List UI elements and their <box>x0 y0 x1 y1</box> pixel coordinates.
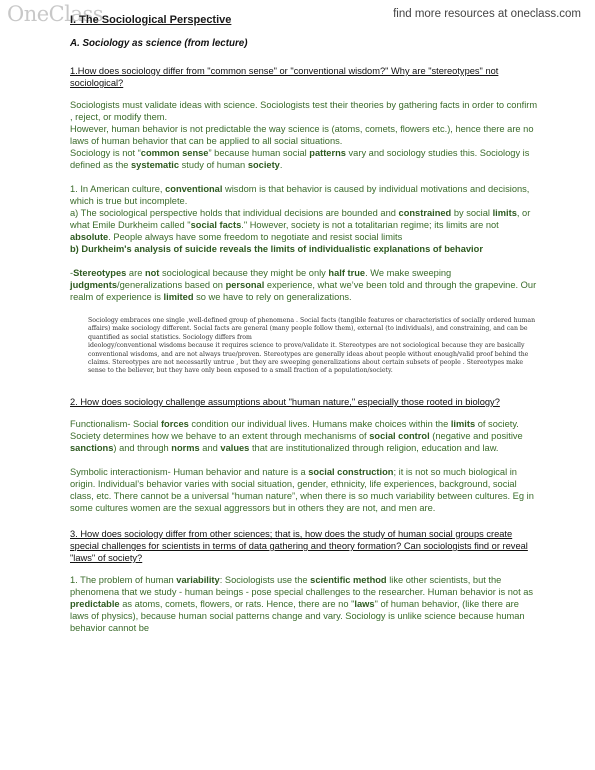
durkheim-heading: b) Durkheim's analysis of suicide reveals the limits of individualistic explanations of behavior <box>70 244 483 254</box>
variability-paragraph: 1. The problem of human variability: Sociologists use the scientific method like other scientists, but the phenomena that we study - human beings - pose special challenges to the researcher. Human behavior is not as predictable as atoms, comets, flowers, or rats. Hence, there are no "laws" of human behavior, (like there are laws of physics), because human social patterns change and vary. Sociology is unlike science because human behavior cannot be <box>70 574 534 633</box>
answer-1-paragraph <box>70 99 540 171</box>
oneclass-logo: OneClass <box>7 2 104 26</box>
conventional-wisdom-paragraph: 1. In American culture, conventional wisdom is that behavior is caused by individual motivations and decisions, which is true but incomplete. a) The sociological perspective holds that individual decisions are bounded and constrained by social limits, or what Emile Durkheim called "social facts." However, society is not a totalitarian regime; its limits are not absolute. People always have some freedom to negotiate and resist social limits b) Durkheim's analysis of suicide reveals the limits of individualistic explanations of behavior <box>70 184 531 254</box>
question-1: 1.How does sociology differ from "common sense" or "conventional wisdom?" Why are "stereotypes" not sociological? <box>70 66 499 88</box>
symbolic-interactionism-paragraph: Symbolic interactionism- Human behavior and nature is a social construction; it is not so much biological in origin. Individual’s behavior varies with social situation, gender, ethnicity, life experiences, background, social class, etc. There cannot be a universal “human nature”, when there is so much variability between cultures. Eg in some cultures women are the sexual aggressors but in others they are not, and men are. <box>70 466 534 513</box>
document-title: I. The Sociological Perspective <box>70 14 232 26</box>
note-line-1: Sociology embraces one single ,well-defined group of phenomena . Social facts (tangible features or characteristics of socially ordered human affairs) make sociology different. Social facts are general (many people follow them), external (to individuals), and constraining, and can be quantified as social statistics. Sociology differs from <box>88 317 536 341</box>
answer-1-line-2: However, human behavior is not predictable the way science is (atoms, comets, flowers etc.), hence there are no laws of human behavior that can be applied to all social situations. <box>70 124 534 146</box>
question-3: 3. How does sociology differ from other sciences; that is, how does the study of human social groups create special challenges for scientists in terms of data gathering and theory formation? Can sociologists find or reveal "laws" of society? <box>70 528 528 563</box>
answer-1-line-3: Sociology is not “common sense” because human social patterns vary and sociology studies this. Sociology is defined as the systematic study of human society. <box>70 148 530 170</box>
functionalism-paragraph: Functionalism- Social forces condition our individual lives. Humans make choices within the limits of society. Society determines how we behave to an extent through mechanisms of social control (negative and positive sanctions) and through norms and values that are institutionalized through religion, education and law. <box>70 418 523 453</box>
answer-1-line-1: Sociologists must validate ideas with science. Sociologists test their theories by gathering facts in order to confirm , reject, or modify them. <box>70 100 538 122</box>
question-2: 2. How does sociology challenge assumptions about "human nature," especially those rooted in biology? <box>70 396 500 407</box>
document-body <box>70 38 540 646</box>
note-line-2: ideology/conventional wisdoms because it requires science to prove/validate it. Stereotypes are not sociological because they are basically conventional wisdoms, and are not always true/proven. Stereotypes are generally ideas about people without enough/valid proof behind the claims. Stereotypes are not necessarily untrue , but they are sweeping generalizations about certain subsets of people . Stereotypes make sense to the believer, but they have only been exposed to a small fraction of a population/society. <box>88 342 529 375</box>
stereotypes-paragraph: -Stereotypes are not sociological because they might be only half true. We make sweeping judgments/generalizations based on personal experience, what we’ve been told and through the grapevine. Our realm of experience is limited so we have to rely on generalizations. <box>70 268 537 302</box>
find-more-link[interactable]: find more resources at oneclass.com <box>393 8 581 20</box>
handwritten-note <box>88 317 540 376</box>
section-heading-a: A. Sociology as science (from lecture) <box>70 38 248 49</box>
